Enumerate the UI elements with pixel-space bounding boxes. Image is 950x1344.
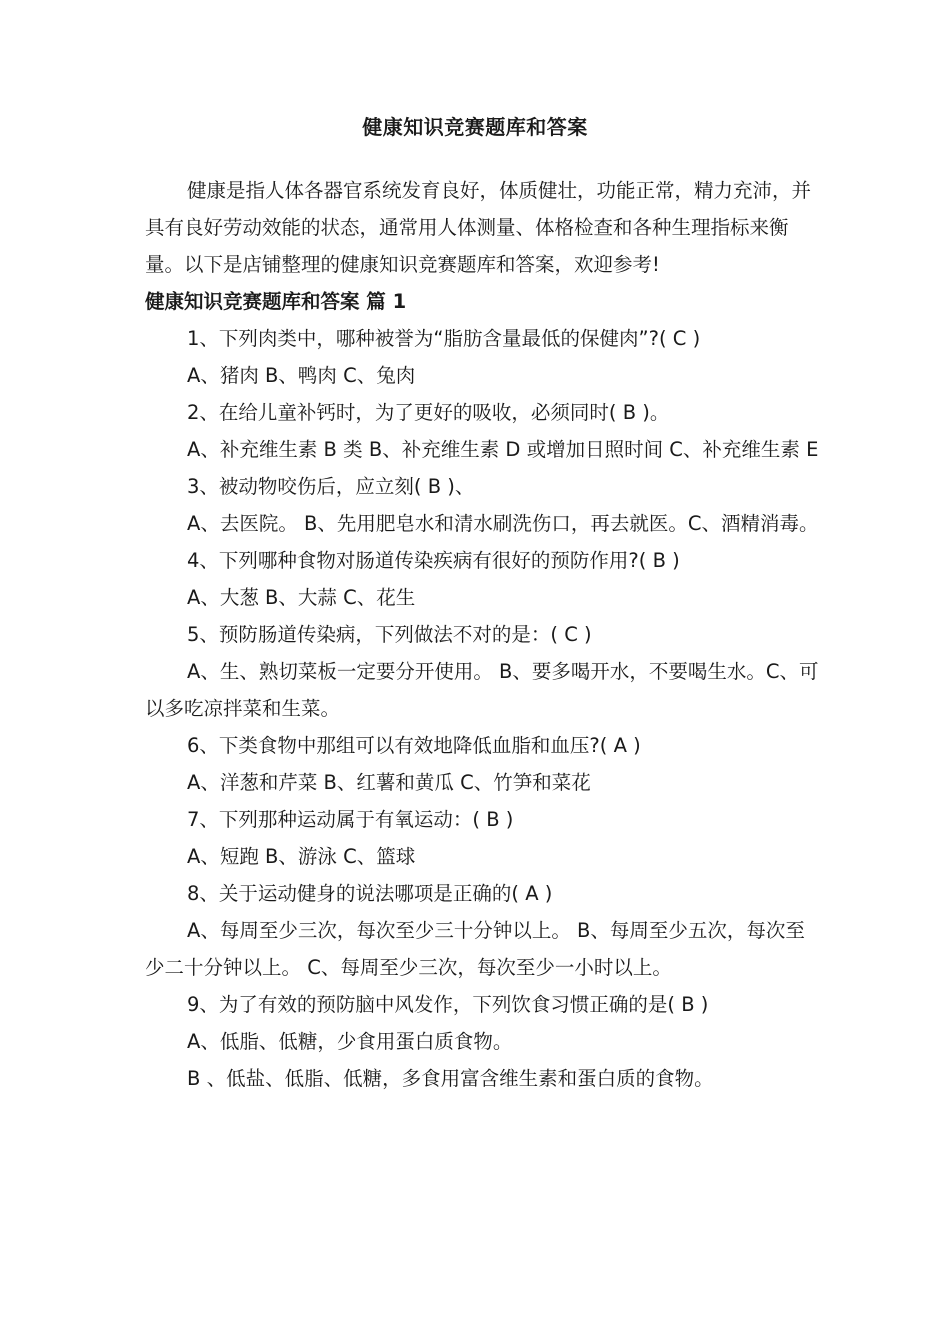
question-line: 1、下列肉类中，哪种被誉为“脂肪含量最低的保健肉”?( C ) [187, 327, 701, 350]
question-line: 8、关于运动健身的说法哪项是正确的( A ) [187, 882, 553, 905]
section-heading: 健康知识竞赛题库和答案 篇 1 [145, 290, 407, 313]
options-line: A、低脂、低糖，少食用蛋白质食物。 [187, 1030, 513, 1053]
options-line: A、大葱 B、大蒜 C、花生 [187, 586, 416, 609]
options-line: A、生、熟切菜板一定要分开使用。 B、要多喝开水，不要喝生水。C、可以多吃凉拌菜和生菜。 [145, 660, 819, 720]
options-line: A、每周至少三次，每次至少三十分钟以上。 B、每周至少五次，每次至少二十分钟以上。 C、每周至少三次，每次至少一小时以上。 [145, 919, 805, 979]
question-line: 3、被动物咬伤后，应立刻( B )、 [187, 475, 475, 498]
question-line: 7、下列那种运动属于有氧运动：( B ) [187, 808, 514, 831]
question-line: 4、下列哪种食物对肠道传染疾病有很好的预防作用?( B ) [187, 549, 680, 572]
options-line: A、猪肉 B、鸭肉 C、兔肉 [187, 364, 416, 387]
question-line: 5、预防肠道传染病，下列做法不对的是：( C ) [187, 623, 592, 646]
intro-paragraph: 健康是指人体各器官系统发育良好，体质健壮，功能正常，精力充沛，并具有良好劳动效能的状态，通常用人体测量、体格检查和各种生理指标来衡量。以下是店铺整理的健康知识竞赛题库和答案，欢迎参考! [145, 179, 812, 276]
options-line: B 、低盐、低脂、低糖，多食用富含维生素和蛋白质的食物。 [187, 1067, 714, 1090]
options-line: A、补充维生素 B 类 B、补充维生素 D 或增加日照时间 C、补充维生素 E [187, 438, 819, 461]
options-line: A、短跑 B、游泳 C、篮球 [187, 845, 416, 868]
question-line: 6、下类食物中那组可以有效地降低血脂和血压?( A ) [187, 734, 641, 757]
document-title: 健康知识竞赛题库和答案 [362, 115, 588, 139]
question-line: 2、在给儿童补钙时，为了更好的吸收，必须同时( B )。 [187, 401, 670, 424]
options-line: A、洋葱和芹菜 B、红薯和黄瓜 C、竹笋和菜花 [187, 771, 591, 794]
document-body [145, 172, 820, 1097]
question-line: 9、为了有效的预防脑中风发作，下列饮食习惯正确的是( B ) [187, 993, 709, 1016]
options-line: A、去医院。 B、先用肥皂水和清水刷洗伤口，再去就医。C、酒精消毒。 [187, 512, 819, 535]
